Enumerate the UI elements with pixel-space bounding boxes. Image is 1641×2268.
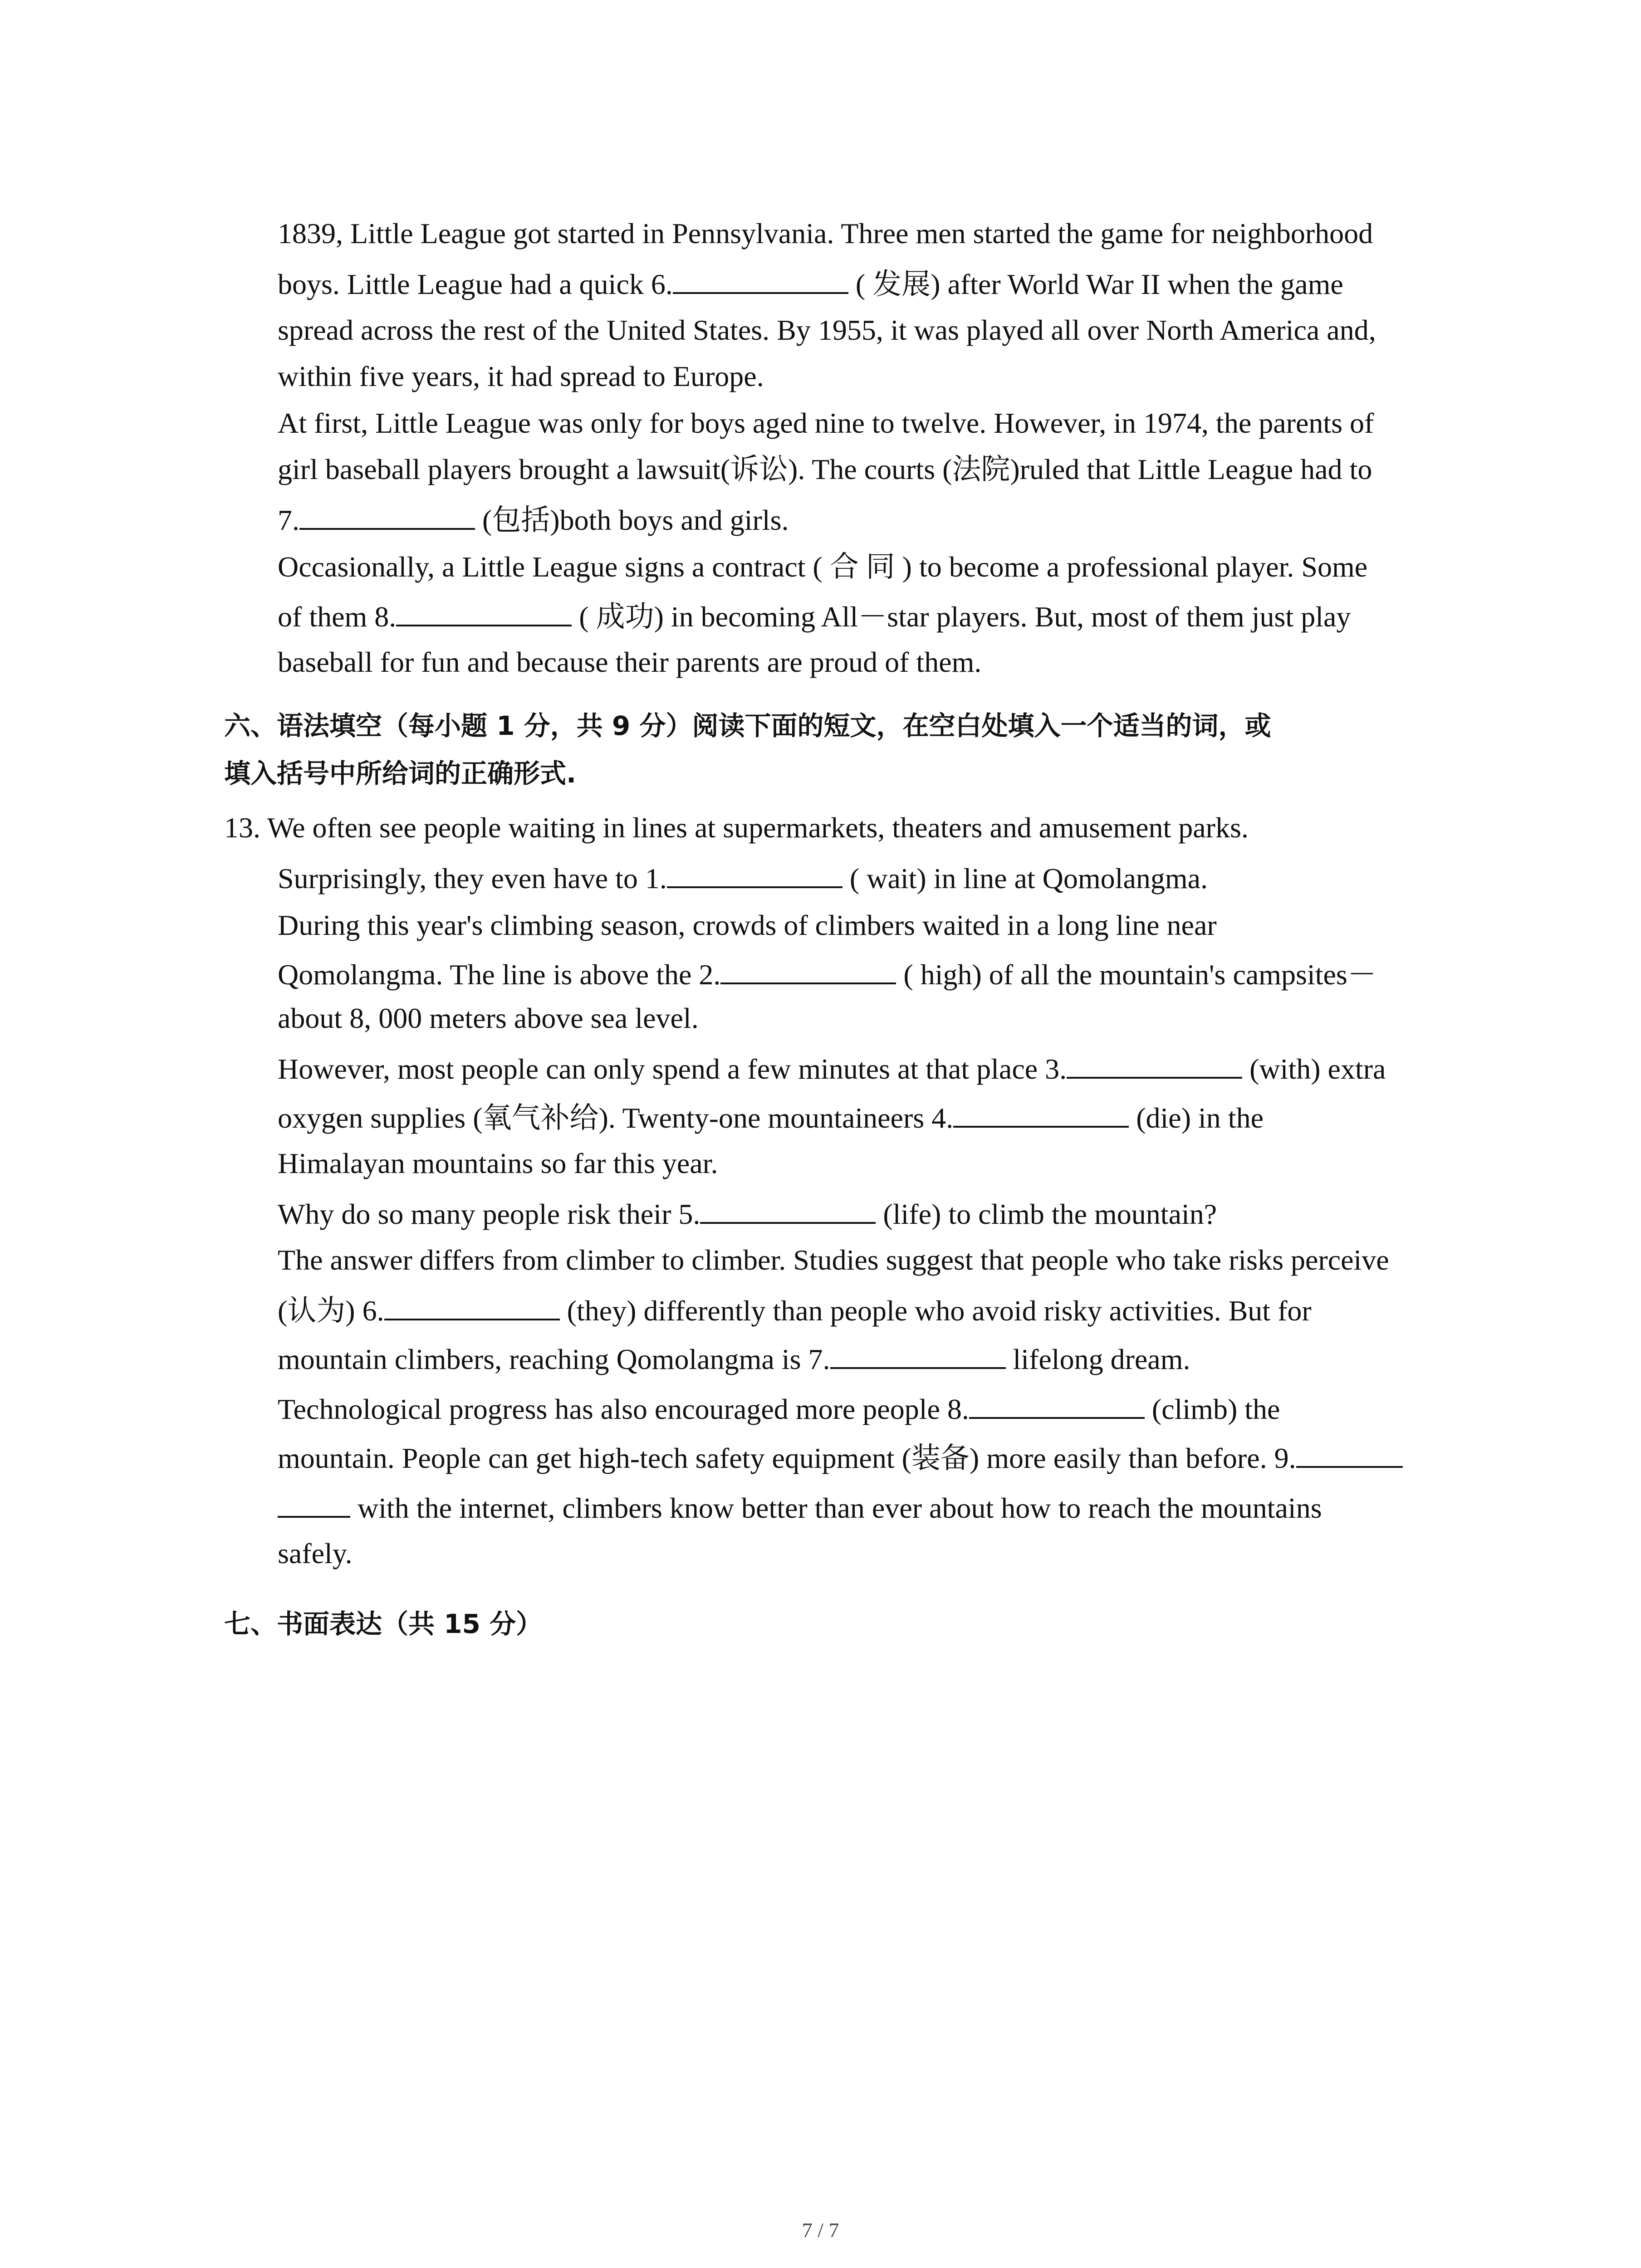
passage-line: 7. (包括)both boys and girls.	[278, 499, 789, 541]
passage-line: boys. Little League had a quick 6. ( 发展) after World War II when the game	[278, 263, 1343, 305]
question-line: mountain climbers, reaching Qomolangma is 7. lifelong dream.	[278, 1338, 1190, 1380]
answer-blank-8b[interactable]	[969, 1388, 1145, 1419]
question-line: During this year's climbing season, crowds of climbers waited in a long line near	[278, 909, 1217, 941]
answer-blank-7b[interactable]	[830, 1338, 1006, 1369]
answer-blank-4[interactable]	[953, 1097, 1129, 1128]
question-line: However, most people can only spend a few minutes at that place 3. (with) extra	[278, 1048, 1386, 1090]
answer-blank-6[interactable]	[673, 263, 848, 294]
question-line: 13. We often see people waiting in lines at supermarkets, theaters and amusement parks.	[224, 811, 1249, 844]
question-line: Himalayan mountains so far this year.	[278, 1147, 718, 1179]
answer-blank-3[interactable]	[1067, 1048, 1242, 1079]
section-heading: 六、语法填空（每小题 1 分，共 9 分）阅读下面的短文，在空白处填入一个适当的词，或	[224, 710, 1271, 741]
question-line: with the internet, climbers know better than ever about how to reach the mountains	[278, 1487, 1322, 1529]
question-line: safely.	[278, 1537, 353, 1569]
answer-blank-7[interactable]	[299, 499, 475, 530]
section-heading: 七、书面表达（共 15 分）	[224, 1608, 543, 1639]
passage-line: 1839, Little League got started in Pennsylvania. Three men started the game for neighborhood	[278, 217, 1373, 249]
question-line: The answer differs from climber to climber. Studies suggest that people who take risks perceive	[278, 1244, 1389, 1276]
passage-line: within five years, it had spread to Europe.	[278, 360, 764, 392]
section-heading: 填入括号中所给词的正确形式.	[224, 758, 577, 789]
answer-blank-5[interactable]	[700, 1193, 876, 1224]
passage-line: baseball for fun and because their parents are proud of them.	[278, 646, 982, 678]
question-line: oxygen supplies (氧气补给). Twenty-one mountaineers 4. (die) in the	[278, 1097, 1264, 1139]
passage-line: spread across the rest of the United States. By 1955, it was played all over North America and,	[278, 314, 1376, 346]
question-line: Why do so many people risk their 5. (life) to climb the mountain?	[278, 1193, 1217, 1235]
passage-line: of them 8. ( 成功) in becoming All－star players. But, most of them just play	[278, 596, 1351, 637]
passage-line: girl baseball players brought a lawsuit(诉讼). The courts (法院)ruled that Little League had to	[278, 453, 1372, 485]
question-line: about 8, 000 meters above sea level.	[278, 1002, 699, 1034]
question-line: (认为) 6. (they) differently than people who avoid risky activities. But for	[278, 1290, 1312, 1331]
question-line: Qomolangma. The line is above the 2. ( high) of all the mountain's campsites－	[278, 953, 1376, 995]
answer-blank-6b[interactable]	[384, 1290, 560, 1320]
answer-blank-2[interactable]	[720, 953, 896, 984]
question-line: Technological progress has also encouraged more people 8. (climb) the	[278, 1388, 1280, 1430]
passage-line: At first, Little League was only for boys aged nine to twelve. However, in 1974, the parents of	[278, 407, 1374, 439]
question-number: 13.	[224, 811, 260, 844]
answer-blank-9[interactable]	[1296, 1437, 1403, 1468]
answer-blank-9-continued[interactable]	[278, 1487, 350, 1518]
question-line: Surprisingly, they even have to 1. ( wait) in line at Qomolangma.	[278, 857, 1208, 899]
answer-blank-1[interactable]	[667, 857, 843, 888]
page-number: 7 / 7	[802, 2219, 839, 2242]
passage-line: Occasionally, a Little League signs a contract ( 合 同 ) to become a professional player. Some	[278, 551, 1368, 583]
answer-blank-8[interactable]	[396, 596, 572, 626]
question-line: mountain. People can get high-tech safety equipment (装备) more easily than before. 9.	[278, 1437, 1403, 1479]
